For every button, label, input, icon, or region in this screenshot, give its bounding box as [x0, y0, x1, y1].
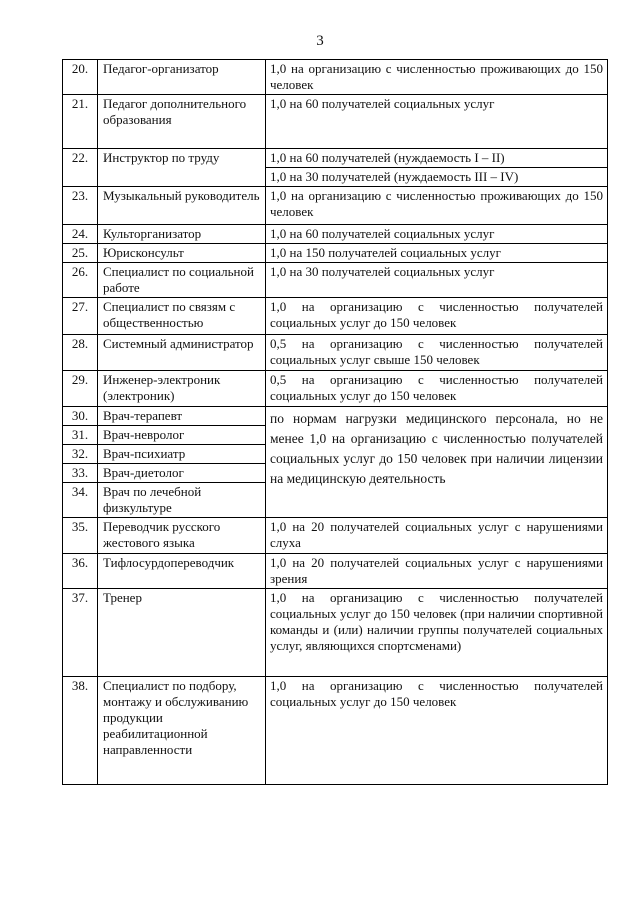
row-number: 33. — [63, 464, 98, 483]
table-row — [63, 263, 608, 298]
staffing-norm: 1,0 на 150 получателей социальных услуг — [266, 244, 608, 263]
position-name: Врач-психиатр — [98, 445, 266, 464]
row-number: 36. — [63, 554, 98, 589]
position-name: Культорганизатор — [98, 225, 266, 244]
row-number: 27. — [63, 298, 98, 335]
table-row — [63, 335, 608, 371]
staffing-norm: 1,0 на организацию с численностью получателей социальных услуг до 150 человек — [266, 677, 608, 785]
position-name: Тифлосурдопереводчик — [98, 554, 266, 589]
staffing-norm: 1,0 на организацию с численностью проживающих до 150 человек — [266, 60, 608, 95]
position-name: Музыкальный руководитель — [98, 187, 266, 225]
position-name: Инженер-электроник (электроник) — [98, 371, 266, 407]
position-name: Педагог-организатор — [98, 60, 266, 95]
row-number: 23. — [63, 187, 98, 225]
staffing-norm: 1,0 на 30 получателей социальных услуг — [266, 263, 608, 298]
staffing-norm: 1,0 на 60 получателей социальных услуг — [266, 95, 608, 149]
row-number: 26. — [63, 263, 98, 298]
row-number: 35. — [63, 518, 98, 554]
position-name: Переводчик русского жестового языка — [98, 518, 266, 554]
table-row — [63, 518, 608, 554]
position-name: Тренер — [98, 589, 266, 677]
table-row — [63, 677, 608, 785]
position-name: Специалист по социальной работе — [98, 263, 266, 298]
staffing-norm: 0,5 на организацию с численностью получателей социальных услуг свыше 150 человек — [266, 335, 608, 371]
staffing-norm: 1,0 на 60 получателей (нуждаемость I – II) — [266, 149, 608, 168]
position-name: Врач по лечебной физкультуре — [98, 483, 266, 518]
position-name: Специалист по связям с общественностью — [98, 298, 266, 335]
staffing-norm: 1,0 на 60 получателей социальных услуг — [266, 225, 608, 244]
table-row — [63, 554, 608, 589]
row-number: 30. — [63, 407, 98, 426]
table-row — [63, 589, 608, 677]
staffing-norm: 1,0 на 20 получателей социальных услуг с нарушениями зрения — [266, 554, 608, 589]
position-name: Системный администратор — [98, 335, 266, 371]
position-name: Специалист по подбору, монтажу и обслуживанию продукции реабилитационной направленности — [98, 677, 266, 785]
staffing-norms-table — [62, 59, 608, 785]
table-row — [63, 225, 608, 244]
row-number: 20. — [63, 60, 98, 95]
table-row — [63, 149, 608, 168]
row-number: 34. — [63, 483, 98, 518]
table-row — [63, 298, 608, 335]
row-number: 32. — [63, 445, 98, 464]
position-name: Врач-диетолог — [98, 464, 266, 483]
row-number: 29. — [63, 371, 98, 407]
table-row — [63, 187, 608, 225]
page-number: 3 — [316, 33, 324, 49]
staffing-norm-secondary: 1,0 на 30 получателей (нуждаемость III – IV) — [266, 168, 608, 187]
table-row — [63, 407, 608, 426]
row-number: 38. — [63, 677, 98, 785]
position-name: Педагог дополнительного образования — [98, 95, 266, 149]
staffing-norm: 1,0 на организацию с численностью получателей социальных услуг до 150 человек — [266, 298, 608, 335]
table-row — [63, 95, 608, 149]
row-number: 21. — [63, 95, 98, 149]
position-name: Инструктор по труду — [98, 149, 266, 187]
position-name: Врач-невролог — [98, 426, 266, 445]
staffing-norm: 0,5 на организацию с численностью получателей социальных услуг до 150 человек — [266, 371, 608, 407]
table-row — [63, 60, 608, 95]
position-name: Врач-терапевт — [98, 407, 266, 426]
doctors-staffing-norm: по нормам нагрузки медицинского персонала, но не менее 1,0 на организацию с численностью получателей социальных услуг до 150 человек при наличии лицензии на медицинскую деятельность — [266, 407, 608, 518]
staffing-norm: 1,0 на 20 получателей социальных услуг с нарушениями слуха — [266, 518, 608, 554]
row-number: 25. — [63, 244, 98, 263]
position-name: Юрисконсульт — [98, 244, 266, 263]
table-row — [63, 371, 608, 407]
row-number: 31. — [63, 426, 98, 445]
staffing-norm: 1,0 на организацию с численностью проживающих до 150 человек — [266, 187, 608, 225]
row-number: 37. — [63, 589, 98, 677]
row-number: 24. — [63, 225, 98, 244]
table-row — [63, 244, 608, 263]
staffing-norm: 1,0 на организацию с численностью получателей социальных услуг до 150 человек (при наличии спортивной команды и (или) наличии группы получателей социальных услуг, являющихся спортсменами) — [266, 589, 608, 677]
row-number: 22. — [63, 149, 98, 187]
row-number: 28. — [63, 335, 98, 371]
